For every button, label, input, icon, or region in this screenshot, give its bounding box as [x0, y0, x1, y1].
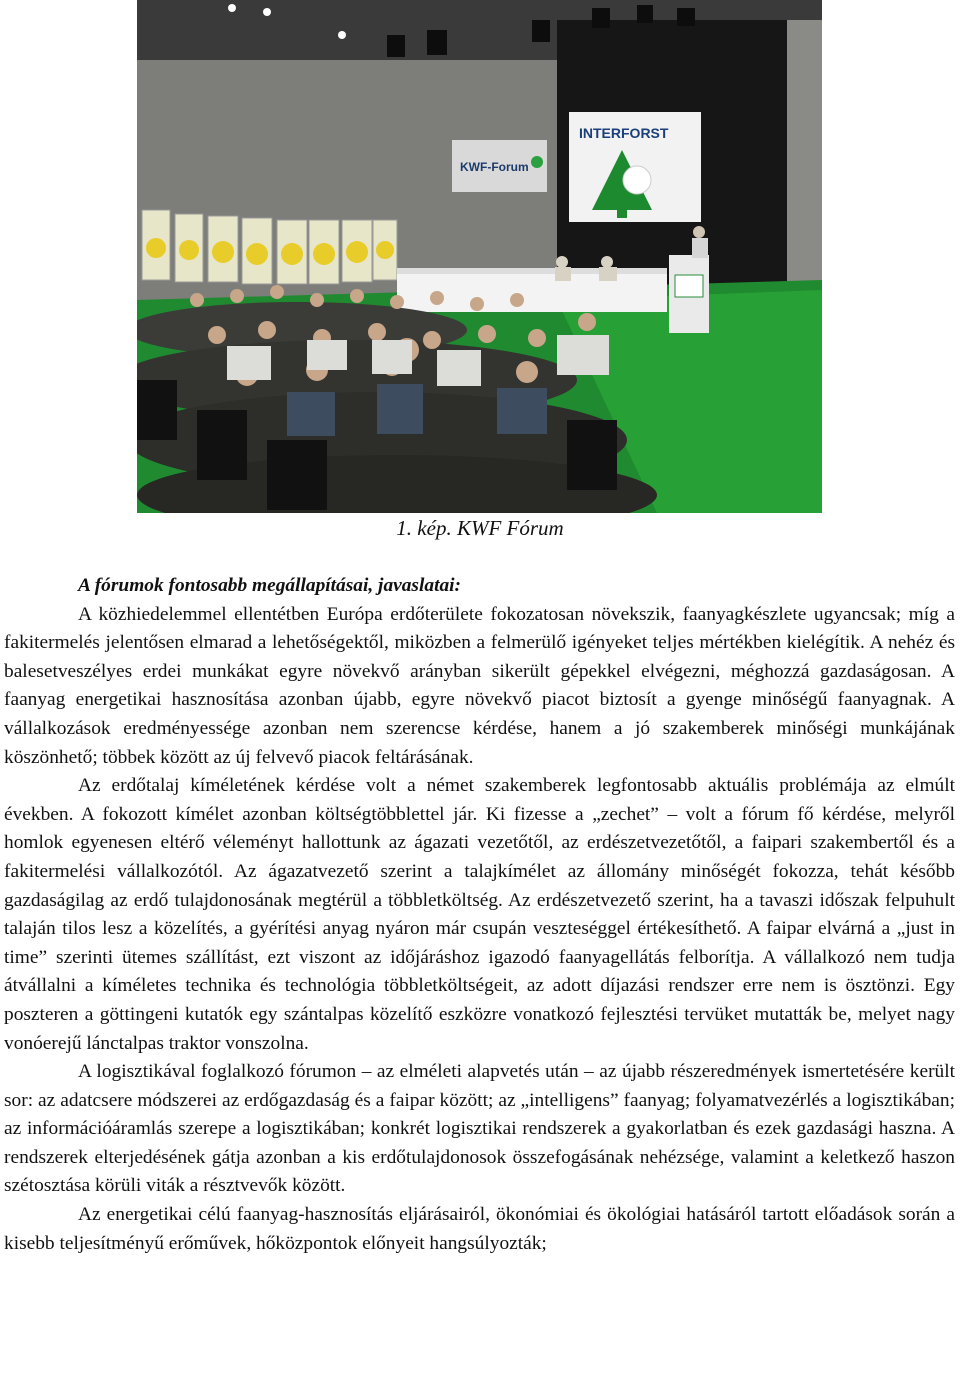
article-body: [4, 572, 955, 1258]
paragraph: Az energetikai célú faanyag-hasznosítás eljárásairól, ökonómiai és ökológiai hatásáról tartott előadások során a kisebb teljesítményű erőművek, hőközpontok előnyeit hangsúlyozták;: [4, 1204, 955, 1254]
paragraph: A logisztikával foglalkozó fórumon – az elméleti alapvetés után – az újabb részeredmények ismertetésére került sor: az adatcsere módszerei az erdőgazdaság és a faipar között; az „intelligens” faanyag; folyamatvezérlés a logisztikában; az információáramlás szerepe a logisztikában; konkrét logisztikai rendszerek a gyakorlatban és ezek gazdasági haszna. A rendszerek elterjedésének gátja azonban a kis erdőtulajdonosok összefogásának nehézsége, valamint a keletkező haszon szétosztása körüli viták a résztvevők között.: [4, 1061, 955, 1197]
screen-left-label: KWF-Forum: [460, 160, 529, 174]
figure-caption: 1. kép. KWF Fórum: [396, 516, 564, 540]
paragraph: Az erdőtalaj kíméletének kérdése volt a német szakemberek legfontosabb aktuális problémája az elmúlt években. A fokozott kímélet azonban költségtöbblettel jár. Ki fizesse a „zechet” – volt a fórum fő kérdése, melyről homlok egyenesen eltérő véleményt hallottunk az ágazati vezetőtől, az erdészetvezetőtől, a faipari szakembertől és a fakitermelési vállalkozótól. Az ágazatvezető szerint a talajkímélet az állomány minőségét fokozza, tehát később gazdaságilag az erdő tulajdonosának megtérül a többletköltség. Az erdészetvezető szerint, ha a tavaszi időszak felpuhult talaján tilos lesz a közelítés, a gyérítési anyag nyáron már csupán veszteséggel értékesíthető. A faipar elvárná a „just in time” szerinti ütemes szállítást, ezt viszont az időjáráshoz igazodó faanyagellátás felborítja. A vállalkozó nem tudja átvállalni a kíméletes technika és technológia többletköltségeit, az adott díjazási rendszer erre nem is ösztönzi. Egy poszteren a göttingeni kutatók egy szántalpas közelítő eszközre vonatkozó fejlesztési tervüket mutatták be, melyet nagy vonóerejű lánctalpas traktor vonszolna.: [4, 775, 955, 1054]
section-heading: A fórumok fontosabb megállapításai, javaslatai:: [78, 575, 461, 596]
paragraph: A közhiedelemmel ellentétben Európa erdőterülete fokozatosan növekszik, faanyagkészlete ugyancsak; míg a fakitermelés jelentősen elmarad a lehetőségektől, miközben a felmerülő igényeket teljes mértékben kielégítik. A nehéz és balesetveszélyes erdei munkákat egyre növekvő arányban sikerült gépekkel elvégezni, méghozzá gazdaságosan. A faanyag energetikai hasznosítása azonban újabb, egyre növekvő piacot biztosít a gyenge minőségű faanyagnak. A vállalkozások eredményessége azonban nem szerencse kérdése, hanem a jó szakemberek minőségi munkájának köszönhető; többek között az új felvevő piacok feltárásának.: [4, 603, 955, 768]
kwf-forum-photo: [137, 0, 822, 513]
screen-right-label: INTERFORST: [579, 125, 669, 141]
